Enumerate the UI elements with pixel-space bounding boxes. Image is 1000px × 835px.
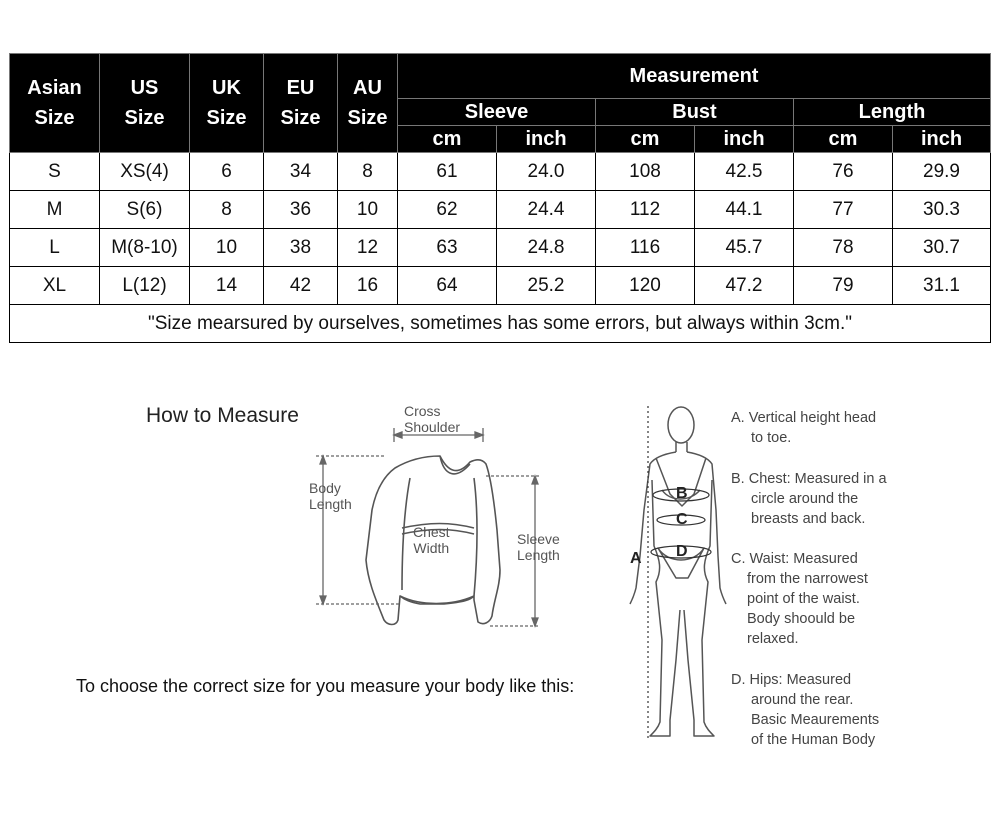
header-au-size: AU Size — [338, 54, 398, 153]
table-row — [10, 153, 991, 191]
table-cell: L — [10, 229, 100, 267]
table-cell: 38 — [264, 229, 338, 267]
header-eu-size: EU Size — [264, 54, 338, 153]
table-row — [10, 229, 991, 267]
size-chart-table — [9, 53, 991, 343]
table-cell: 77 — [794, 191, 893, 229]
table-cell: 6 — [190, 153, 264, 191]
legend-b: B. Chest: Measured in a circle around the breasts and back. — [731, 471, 887, 527]
table-cell: 24.4 — [497, 191, 596, 229]
header-bust-cm: cm — [596, 126, 695, 153]
table-cell: 42.5 — [695, 153, 794, 191]
legend-d: D. Hips: Measured around the rear. Basic Meaurements of the Human Body — [731, 672, 880, 748]
header-uk-size: UK Size — [190, 54, 264, 153]
header-sleeve-cm: cm — [398, 126, 497, 153]
table-cell: 47.2 — [695, 267, 794, 305]
header-bust: Bust — [596, 99, 794, 126]
table-note: "Size mearsured by ourselves, sometimes has some errors, but always within 3cm." — [10, 305, 991, 343]
table-cell: 112 — [596, 191, 695, 229]
table-cell: 10 — [338, 191, 398, 229]
table-cell: M — [10, 191, 100, 229]
table-cell: 45.7 — [695, 229, 794, 267]
legend-a: A. Vertical height head to toe. — [731, 410, 877, 446]
table-cell: 29.9 — [893, 153, 991, 191]
body-length-label: Body Length — [309, 480, 352, 512]
table-cell: 12 — [338, 229, 398, 267]
marker-b: B — [676, 485, 688, 502]
table-cell: 30.7 — [893, 229, 991, 267]
table-cell: 16 — [338, 267, 398, 305]
header-measurement: Measurement — [398, 54, 991, 99]
table-cell: 78 — [794, 229, 893, 267]
header-length-inch: inch — [893, 126, 991, 153]
header-asian-size: Asian Size — [10, 54, 100, 153]
table-cell: 62 — [398, 191, 497, 229]
header-sleeve: Sleeve — [398, 99, 596, 126]
header-us-size: US Size — [100, 54, 190, 153]
instruction-text: To choose the correct size for you measure your body like this: — [76, 676, 575, 696]
table-row — [10, 191, 991, 229]
table-cell: 31.1 — [893, 267, 991, 305]
marker-c: C — [676, 511, 688, 528]
table-cell: 36 — [264, 191, 338, 229]
legend-c: C. Waist: Measured from the narrowest point of the waist. Body shoould be relaxed. — [731, 551, 868, 647]
marker-d: D — [676, 543, 688, 560]
cross-shoulder-label: Cross Shoulder — [404, 403, 461, 435]
sleeve-length-label: Sleeve Length — [517, 531, 560, 563]
human-body-icon — [630, 407, 726, 736]
table-cell: 61 — [398, 153, 497, 191]
table-cell: XS(4) — [100, 153, 190, 191]
table-cell: M(8-10) — [100, 229, 190, 267]
header-length-cm: cm — [794, 126, 893, 153]
table-cell: 25.2 — [497, 267, 596, 305]
table-cell: XL — [10, 267, 100, 305]
table-cell: 8 — [190, 191, 264, 229]
table-cell: 8 — [338, 153, 398, 191]
table-cell: 76 — [794, 153, 893, 191]
table-cell: 116 — [596, 229, 695, 267]
table-cell: S(6) — [100, 191, 190, 229]
table-cell: 63 — [398, 229, 497, 267]
table-cell: 24.8 — [497, 229, 596, 267]
header-sleeve-inch: inch — [497, 126, 596, 153]
table-cell: 30.3 — [893, 191, 991, 229]
table-cell: 10 — [190, 229, 264, 267]
table-cell: 79 — [794, 267, 893, 305]
table-cell: 64 — [398, 267, 497, 305]
table-cell: S — [10, 153, 100, 191]
table-cell: 120 — [596, 267, 695, 305]
table-cell: 24.0 — [497, 153, 596, 191]
header-length: Length — [794, 99, 991, 126]
table-cell: 14 — [190, 267, 264, 305]
table-cell: 44.1 — [695, 191, 794, 229]
table-cell: 42 — [264, 267, 338, 305]
marker-a: A — [630, 550, 642, 567]
how-to-measure-title: How to Measure — [146, 404, 299, 427]
table-cell: 34 — [264, 153, 338, 191]
table-cell: L(12) — [100, 267, 190, 305]
header-bust-inch: inch — [695, 126, 794, 153]
table-cell: 108 — [596, 153, 695, 191]
chest-width-label: Chest Width — [413, 524, 450, 556]
table-row — [10, 267, 991, 305]
measure-guide — [0, 360, 1000, 835]
